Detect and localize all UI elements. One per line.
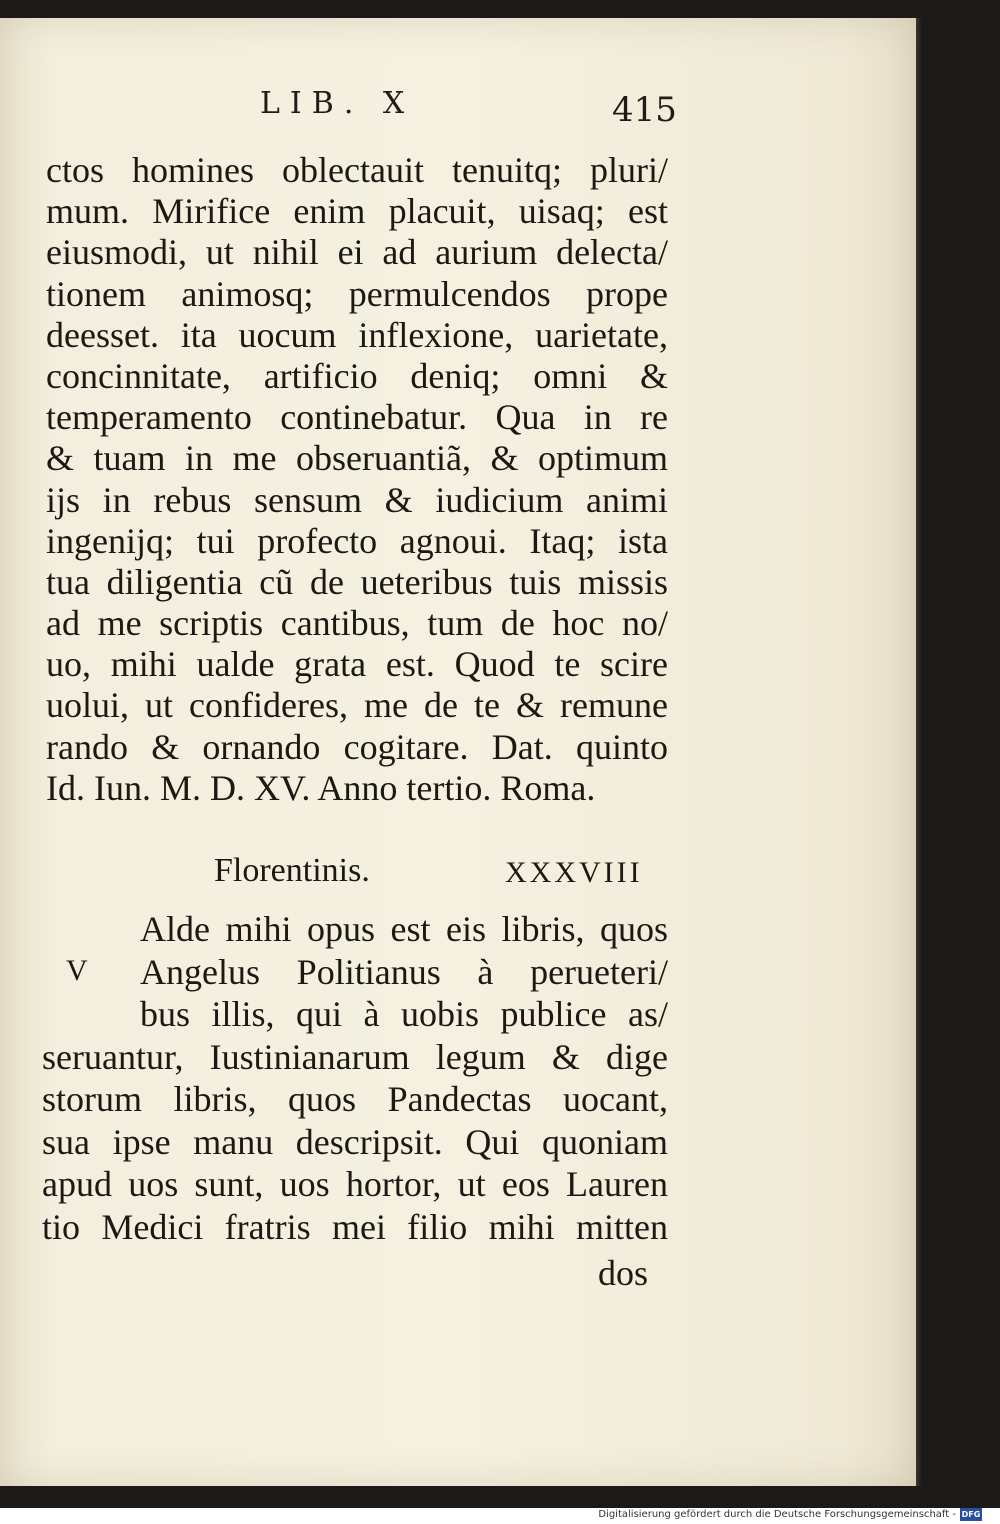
- text-line: mum. Mirifice enim placuit, uisaq; est: [46, 191, 668, 232]
- text-line: ijs in rebus sensum & iudicium animi: [46, 479, 668, 520]
- letter-heading-number: XXXVIII: [505, 856, 643, 889]
- catchword: dos: [598, 1253, 649, 1293]
- text-line: deesset. ita uocum inflexione, uarietate,: [46, 314, 668, 355]
- text-line: & tuam in me obseruantiã, & optimum: [46, 438, 668, 479]
- text-line: rando & ornando cogitare. Dat. quinto: [46, 726, 668, 767]
- text-line: uolui, ut confideres, me de te & remune: [46, 685, 668, 726]
- text-line: temperamento continebatur. Qua in re: [46, 397, 668, 438]
- page-number: 415: [612, 90, 677, 130]
- text-line: Alde mihi opus est eis libris, quos: [140, 909, 668, 949]
- text-line: storum libris, quos Pandectas uocant,: [42, 1079, 668, 1119]
- text-line: eiusmodi, ut nihil ei ad aurium delecta/: [46, 232, 668, 273]
- text-line: uo, mihi ualde grata est. Quod te scire: [46, 644, 668, 685]
- initial-letter: V: [66, 954, 88, 987]
- text-line: tio Medici fratris mei filio mihi mitten: [42, 1206, 668, 1247]
- text-line: ad me scriptis cantibus, tum de hoc no/: [46, 603, 668, 644]
- text-line: ingenijq; tui profecto agnoui. Itaq; ista: [46, 520, 668, 561]
- letter-text: [42, 908, 668, 1248]
- text-line: sua ipse manu descripsit. Qui quoniam: [42, 1121, 668, 1162]
- text-line: Angelus Politianus à perueteri/: [140, 951, 668, 992]
- text-line: tua diligentia cũ de ueteribus tuis missis: [46, 561, 668, 602]
- letter-heading-title: Florentinis.: [214, 852, 370, 889]
- text-line: Id. Iun. M. D. XV. Anno tertio. Roma.: [46, 767, 596, 808]
- running-head: LIB. X: [260, 86, 415, 121]
- book-page: [0, 18, 916, 1486]
- text-line: apud uos sunt, uos hortor, ut eos Lauren: [42, 1164, 668, 1204]
- text-line: tionem animosq; permulcendos prope: [46, 273, 668, 314]
- body-text: [46, 150, 668, 809]
- digitization-credit: Digitalisierung gefördert durch die Deutsche Forschungsgemeinschaft -: [598, 1509, 956, 1520]
- text-line: concinnitate, artificio deniq; omni &: [46, 355, 668, 396]
- dfg-logo-icon: DFG: [961, 1510, 981, 1519]
- text-line: seruantur, Iustinianarum legum & dige: [42, 1036, 668, 1077]
- text-line: bus illis, qui à uobis publice as/: [140, 994, 668, 1034]
- text-line: ctos homines oblectauit tenuitq; pluri/: [46, 150, 668, 190]
- page-edge-shadow: [916, 18, 922, 1486]
